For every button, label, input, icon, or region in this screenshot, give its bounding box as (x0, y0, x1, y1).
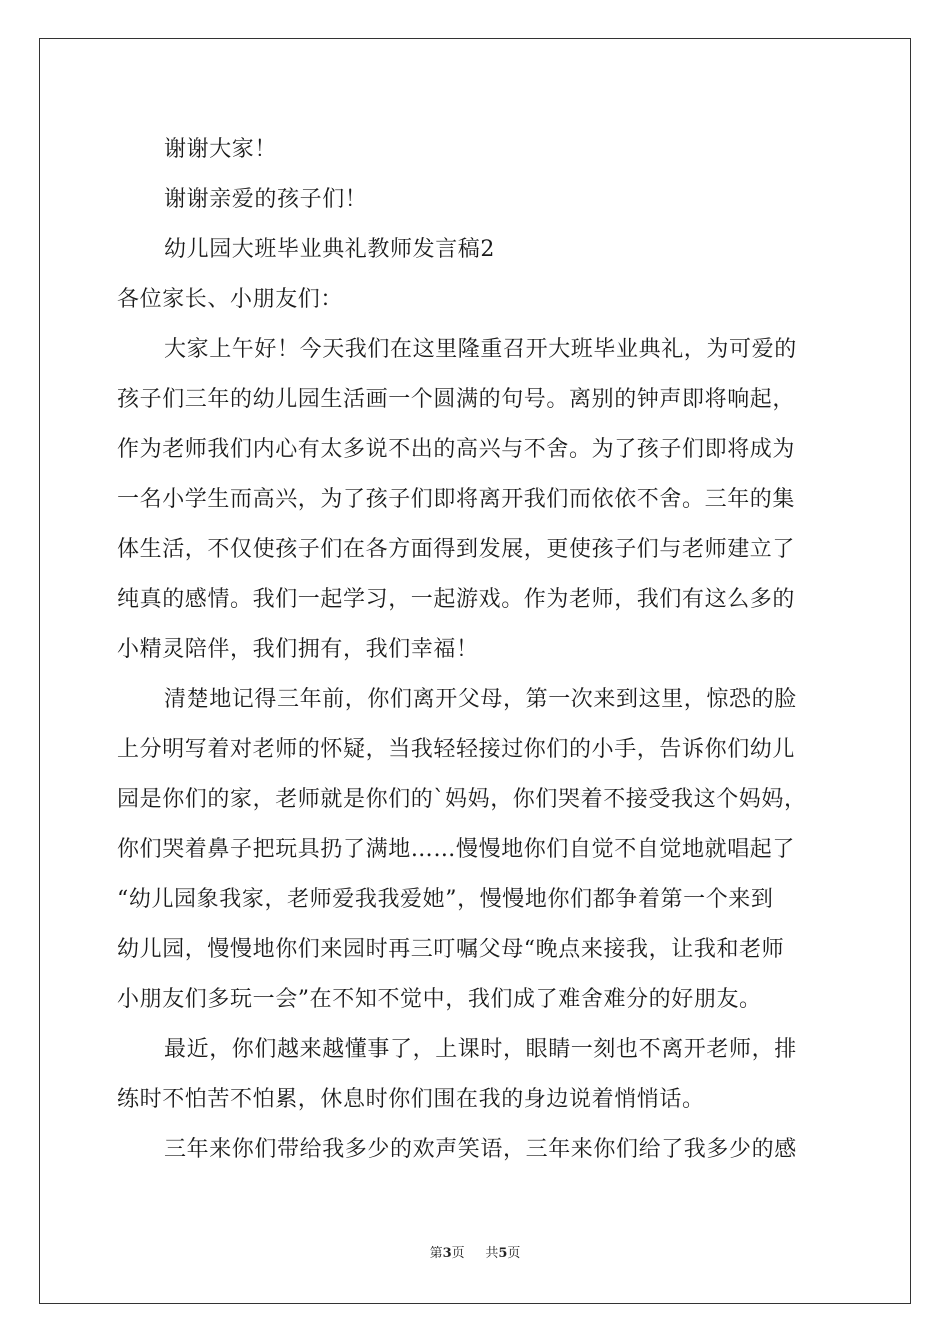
paragraph-line: 幼儿园，慢慢地你们来园时再三叮嘱父母“晚点来接我，让我和老师 (117, 937, 785, 962)
paragraph-line: 小精灵陪伴，我们拥有，我们幸福！ (117, 637, 479, 662)
total-prefix: 共 (485, 1246, 499, 1261)
paragraph-line: 清楚地记得三年前，你们离开父母，第一次来到这里，惊恐的脸 (164, 687, 797, 712)
paragraph-line: 一名小学生而高兴，为了孩子们即将离开我们而依依不舍。三年的集 (117, 487, 796, 512)
paragraph-line: 练时不怕苦不怕累，休息时你们围在我的身边说着悄悄话。 (117, 1087, 705, 1112)
paragraph-line: 体生活，不仅使孩子们在各方面得到发展，更使孩子们与老师建立了 (117, 537, 796, 562)
paragraph-line: 园是你们的家，老师就是你们的`妈妈，你们哭着不接受我这个妈妈， (117, 787, 807, 812)
paragraph-line: 作为老师我们内心有太多说不出的高兴与不舍。为了孩子们即将成为 (117, 437, 796, 462)
page-suffix: 页 (451, 1246, 465, 1261)
total-suffix: 页 (507, 1246, 521, 1261)
paragraph-line: “幼儿园象我家，老师爱我我爱她”，慢慢地你们都争着第一个来到 (117, 887, 774, 912)
page-number (430, 1246, 469, 1261)
closing-line: 谢谢大家！ (164, 137, 278, 162)
closing-line: 谢谢亲爱的孩子们！ (164, 187, 368, 212)
paragraph-line: 大家上午好！今天我们在这里隆重召开大班毕业典礼，为可爱的 (164, 337, 797, 362)
salutation: 各位家长、小朋友们： (117, 287, 344, 312)
paragraph-line: 你们哭着鼻子把玩具扔了满地……慢慢地你们自觉不自觉地就唱起了 (117, 837, 796, 862)
current-page: 3 (442, 1246, 452, 1261)
paragraph-line: 最近，你们越来越懂事了，上课时，眼睛一刻也不离开老师，排 (164, 1037, 797, 1062)
page-total (485, 1246, 520, 1261)
page-footer (0, 1246, 950, 1262)
page-prefix: 第 (429, 1246, 443, 1261)
paragraph-line: 小朋友们多玩一会”在不知不觉中，我们成了难舍难分的好朋友。 (117, 987, 762, 1012)
section-title: 幼儿园大班毕业典礼教师发言稿2 (164, 237, 495, 262)
paragraph-line: 上分明写着对老师的怀疑，当我轻轻接过你们的小手，告诉你们幼儿 (117, 737, 796, 762)
total-pages: 5 (498, 1246, 508, 1261)
paragraph-line: 三年来你们带给我多少的欢声笑语，三年来你们给了我多少的感 (164, 1137, 797, 1162)
paragraph-line: 孩子们三年的幼儿园生活画一个圆满的句号。离别的钟声即将响起， (117, 387, 796, 412)
paragraph-line: 纯真的感情。我们一起学习，一起游戏。作为老师，我们有这么多的 (117, 587, 796, 612)
